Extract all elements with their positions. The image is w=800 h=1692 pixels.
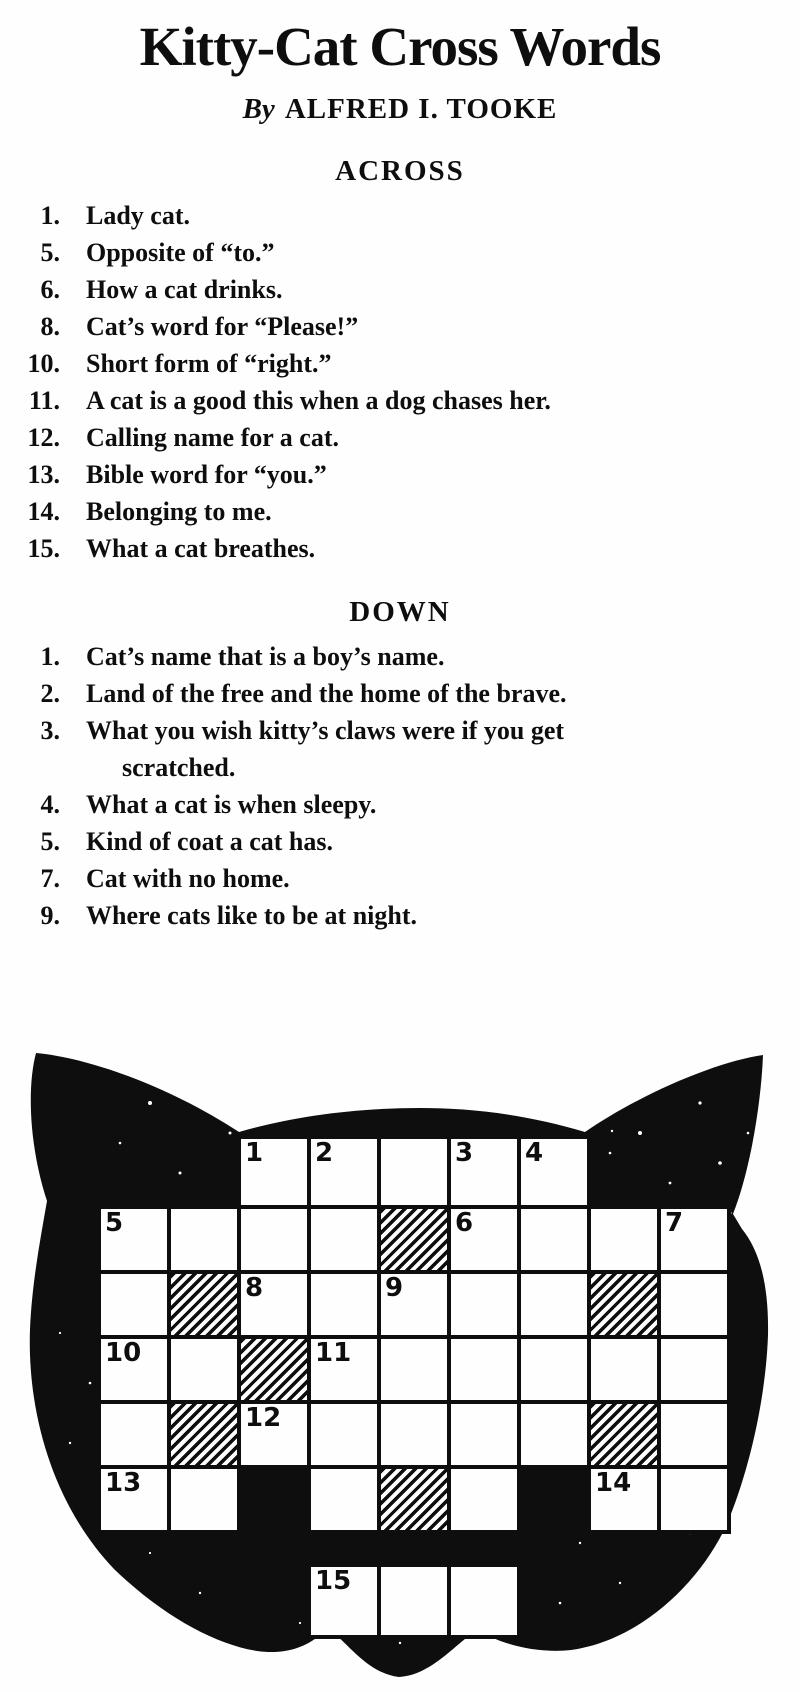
down-clue-list xyxy=(0,638,658,934)
cell-number-13: 13 xyxy=(105,1468,142,1498)
clue-text: Calling name for a cat. xyxy=(86,423,339,452)
grid-cell-r4c5 xyxy=(377,1335,451,1404)
clue-number: 2. xyxy=(40,679,60,708)
cell-number-11: 11 xyxy=(315,1338,352,1368)
grid-cell-hatched-r5c8 xyxy=(587,1400,661,1469)
grid-cell-r2c1 xyxy=(97,1205,171,1274)
byline-author: ALFRED I. TOOKE xyxy=(284,93,558,125)
grid-cell-r5c5 xyxy=(377,1400,451,1469)
down-heading: DOWN xyxy=(349,596,451,628)
clue-text: A cat is a good this when a dog chases her. xyxy=(86,386,551,415)
page-title: Kitty-Cat Cross Words xyxy=(139,16,661,77)
cell-number-2: 2 xyxy=(315,1138,334,1168)
grid-cell-r6c1 xyxy=(97,1465,171,1534)
clue-text: Belonging to me. xyxy=(86,497,272,526)
across-heading: ACROSS xyxy=(335,155,465,187)
grid-cell-r2c6 xyxy=(447,1205,521,1274)
grid-cell-r5c9 xyxy=(657,1400,731,1469)
byline xyxy=(0,92,800,126)
clue-number: 11. xyxy=(28,386,60,415)
clue-number: 10. xyxy=(27,349,60,378)
grid-cell-r3c7 xyxy=(517,1270,591,1339)
cell-number-1: 1 xyxy=(245,1138,264,1168)
crossword-grid xyxy=(0,983,800,1692)
grid-cell-r5c4 xyxy=(307,1400,381,1469)
across-clue-14 xyxy=(10,493,686,530)
grid-cell-r3c4 xyxy=(307,1270,381,1339)
clue-number: 15. xyxy=(27,534,60,563)
grid-cell-r7c6 xyxy=(447,1563,521,1639)
grid-cell-r6c4 xyxy=(307,1465,381,1534)
clue-text: Cat’s name that is a boy’s name. xyxy=(86,642,445,671)
clue-text: Where cats like to be at night. xyxy=(86,901,417,930)
clue-number: 4. xyxy=(40,790,60,819)
clue-number: 3. xyxy=(40,716,60,745)
cell-number-8: 8 xyxy=(245,1273,264,1303)
grid-cell-r2c8 xyxy=(587,1205,661,1274)
clue-text: Opposite of “to.” xyxy=(86,238,275,267)
down-clue-1 xyxy=(10,638,658,675)
grid-cell-r1c5 xyxy=(377,1135,451,1209)
grid-cell-r5c6 xyxy=(447,1400,521,1469)
clue-text: What a cat is when sleepy. xyxy=(86,790,377,819)
down-clue-3 xyxy=(10,712,658,786)
clue-text: Cat with no home. xyxy=(86,864,290,893)
cell-number-12: 12 xyxy=(245,1403,282,1433)
down-clue-9 xyxy=(10,897,658,934)
clue-number: 1. xyxy=(40,201,60,230)
grid-cell-r6c2 xyxy=(167,1465,241,1534)
across-clue-10 xyxy=(10,345,686,382)
cell-number-4: 4 xyxy=(525,1138,544,1168)
grid-cell-r1c3 xyxy=(237,1135,311,1209)
grid-cell-r3c1 xyxy=(97,1270,171,1339)
grid-cell-r1c4 xyxy=(307,1135,381,1209)
cell-number-7: 7 xyxy=(665,1208,684,1238)
byline-prefix: By xyxy=(242,93,275,125)
grid-cell-r2c9 xyxy=(657,1205,731,1274)
down-clue-7 xyxy=(10,860,658,897)
across-clue-1 xyxy=(10,197,686,234)
clue-number: 7. xyxy=(40,864,60,893)
grid-cell-r5c3 xyxy=(237,1400,311,1469)
grid-cell-hatched-r4c3 xyxy=(237,1335,311,1404)
clue-number: 8. xyxy=(40,312,60,341)
cell-number-15: 15 xyxy=(315,1566,352,1596)
grid-cell-r4c4 xyxy=(307,1335,381,1404)
clue-number: 12. xyxy=(27,423,60,452)
grid-cell-r6c9 xyxy=(657,1465,731,1534)
grid-cell-hatched-r3c8 xyxy=(587,1270,661,1339)
grid-cell-r7c4 xyxy=(307,1563,381,1639)
across-clue-list xyxy=(0,197,686,567)
clue-text: Bible word for “you.” xyxy=(86,460,327,489)
across-clue-15 xyxy=(10,530,686,567)
across-clue-11 xyxy=(10,382,686,419)
crossword-puzzle xyxy=(0,983,800,1692)
clue-number: 5. xyxy=(40,827,60,856)
down-clue-2 xyxy=(10,675,658,712)
grid-cell-r4c9 xyxy=(657,1335,731,1404)
clue-number: 1. xyxy=(40,642,60,671)
grid-cell-hatched-r2c5 xyxy=(377,1205,451,1274)
cell-number-14: 14 xyxy=(595,1468,632,1498)
grid-cell-hatched-r3c2 xyxy=(167,1270,241,1339)
grid-cell-r4c2 xyxy=(167,1335,241,1404)
grid-cell-r3c6 xyxy=(447,1270,521,1339)
grid-cell-r1c7 xyxy=(517,1135,591,1209)
clue-number: 6. xyxy=(40,275,60,304)
clue-text: What you wish kitty’s claws were if you get scratched. xyxy=(86,716,565,782)
grid-cell-r4c8 xyxy=(587,1335,661,1404)
grid-cell-r3c5 xyxy=(377,1270,451,1339)
grid-cell-r4c6 xyxy=(447,1335,521,1404)
clue-text: Lady cat. xyxy=(86,201,190,230)
grid-cell-r2c2 xyxy=(167,1205,241,1274)
grid-cell-r6c8 xyxy=(587,1465,661,1534)
across-clue-8 xyxy=(10,308,686,345)
clue-text: How a cat drinks. xyxy=(86,275,283,304)
grid-cell-r5c1 xyxy=(97,1400,171,1469)
across-clue-6 xyxy=(10,271,686,308)
cell-number-5: 5 xyxy=(105,1208,124,1238)
grid-cell-r3c3 xyxy=(237,1270,311,1339)
across-clue-5 xyxy=(10,234,686,271)
cell-number-6: 6 xyxy=(455,1208,474,1238)
clue-text: Kind of coat a cat has. xyxy=(86,827,333,856)
grid-cell-r2c3 xyxy=(237,1205,311,1274)
grid-cell-r2c7 xyxy=(517,1205,591,1274)
cell-number-9: 9 xyxy=(385,1273,404,1303)
clue-text: Short form of “right.” xyxy=(86,349,332,378)
clue-number: 5. xyxy=(40,238,60,267)
grid-cell-hatched-r6c5 xyxy=(377,1465,451,1534)
down-clue-5 xyxy=(10,823,658,860)
down-clue-4 xyxy=(10,786,658,823)
clue-number: 13. xyxy=(27,460,60,489)
grid-cell-r4c7 xyxy=(517,1335,591,1404)
clue-text: What a cat breathes. xyxy=(86,534,316,563)
grid-cell-r4c1 xyxy=(97,1335,171,1404)
grid-cell-r6c6 xyxy=(447,1465,521,1534)
clue-text: Cat’s word for “Please!” xyxy=(86,312,359,341)
across-clue-12 xyxy=(10,419,686,456)
clue-number: 14. xyxy=(27,497,60,526)
grid-cell-r5c7 xyxy=(517,1400,591,1469)
grid-cell-r2c4 xyxy=(307,1205,381,1274)
grid-cell-r1c6 xyxy=(447,1135,521,1209)
grid-cell-r7c5 xyxy=(377,1563,451,1639)
grid-cell-r3c9 xyxy=(657,1270,731,1339)
across-clue-13 xyxy=(10,456,686,493)
clue-text: Land of the free and the home of the brave. xyxy=(86,679,567,708)
clue-number: 9. xyxy=(40,901,60,930)
grid-cell-hatched-r5c2 xyxy=(167,1400,241,1469)
cell-number-10: 10 xyxy=(105,1338,142,1368)
cell-number-3: 3 xyxy=(455,1138,474,1168)
